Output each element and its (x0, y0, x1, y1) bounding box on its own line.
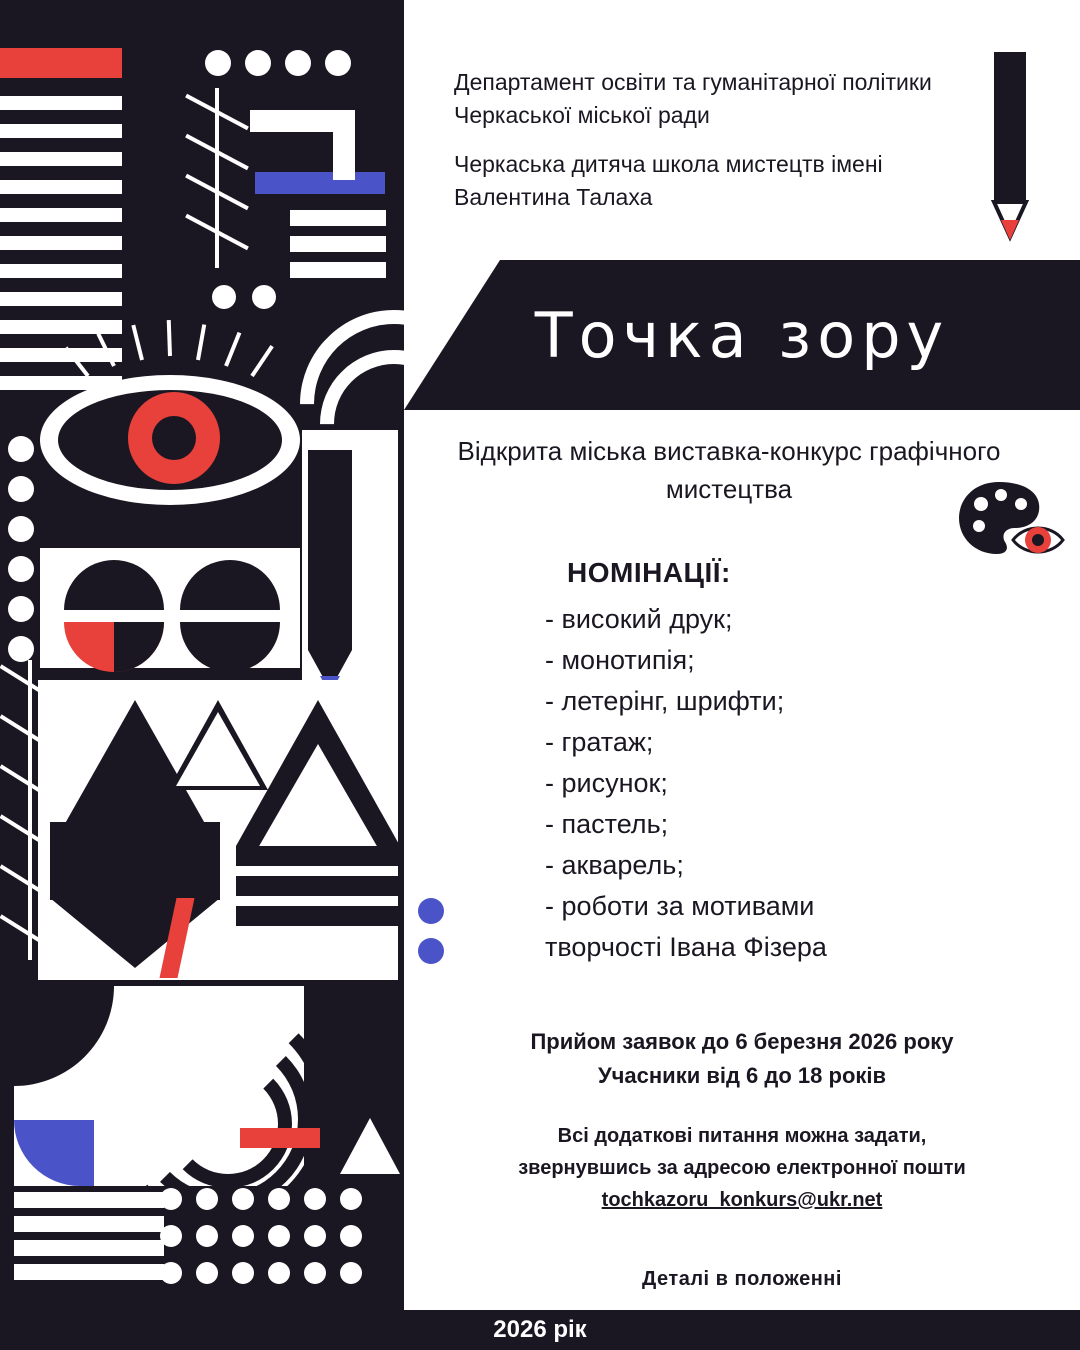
dot-shape (232, 1262, 254, 1284)
dot-shape (8, 596, 34, 622)
contact-block (404, 1120, 1080, 1216)
block-shape (236, 846, 400, 866)
list-item: - летерінг, шрифти; (545, 686, 785, 716)
dot-shape (8, 516, 34, 542)
dot-shape (8, 636, 34, 662)
stripe-shape (14, 1192, 164, 1208)
block-shape (290, 236, 386, 252)
dot-shape (268, 1225, 290, 1247)
red-bar-shape (0, 48, 122, 78)
deadline-line-1: Прийом заявок до 6 березня 2026 року (530, 1029, 954, 1054)
footer-year: 2026 рік (493, 1316, 587, 1343)
list-item: - акварель; (545, 850, 684, 880)
arc-shape (164, 1060, 292, 1188)
list-item: - пастель; (545, 809, 669, 839)
nominations-list (545, 552, 1015, 968)
contact-email-link[interactable]: tochkazoru_konkurs@ukr.net (601, 1189, 883, 1211)
pencil-icon (308, 450, 352, 650)
dot-shape (245, 50, 271, 76)
pencil-icon (974, 52, 1044, 252)
red-bar-shape (240, 1128, 320, 1148)
stripe-shape (14, 1240, 164, 1256)
block-shape (290, 210, 386, 226)
dot-shape (304, 1188, 326, 1210)
dot-shape (325, 50, 351, 76)
dot-shape (232, 1188, 254, 1210)
deadline-block (404, 1025, 1080, 1093)
dot-shape (196, 1225, 218, 1247)
dot-shape (418, 898, 444, 924)
list-item: - рисунок; (545, 768, 668, 798)
dot-shape (196, 1262, 218, 1284)
stripe-shape (0, 180, 122, 194)
nominations-heading: НОМІНАЦІЇ: (567, 557, 731, 588)
contact-line-2: звернувшись за адресою електронної пошти (518, 1157, 966, 1179)
contact-line-1: Всі додаткові питання можна задати, (557, 1125, 927, 1147)
blue-bar-shape (255, 172, 385, 194)
dot-shape (340, 1262, 362, 1284)
block-shape (333, 110, 355, 180)
page-title (404, 260, 1080, 410)
stripe-shape (0, 152, 122, 166)
feather-shape (182, 88, 252, 268)
list-item: - високий друк; (545, 604, 733, 634)
details-note: Деталі в положенні (642, 1268, 842, 1290)
stripe-shape (0, 96, 122, 110)
block-shape (50, 822, 220, 900)
dot-shape (304, 1225, 326, 1247)
list-item: - роботи за мотивами (545, 891, 815, 921)
block-shape (290, 262, 386, 278)
header-box (404, 30, 1080, 260)
page-title-text: Точка зору (534, 298, 950, 372)
stripe-shape (14, 1216, 164, 1232)
organizer-line-1: Департамент освіти та гуманітарної політики Черкаської міської ради (454, 69, 932, 128)
stripe-shape (0, 264, 122, 278)
footer-bar (0, 1310, 1080, 1350)
stripe-shape (0, 208, 122, 222)
triangle-shape (50, 898, 220, 968)
eye-icon (40, 330, 300, 550)
block-shape (236, 876, 400, 896)
dot-shape (205, 50, 231, 76)
dot-shape (340, 1225, 362, 1247)
organizer-line-2: Черкаська дитяча школа мистецтв імені Валентина Талаха (454, 151, 883, 210)
dot-shape (8, 476, 34, 502)
stripe-shape (0, 236, 122, 250)
dot-shape (304, 1262, 326, 1284)
dot-shape (232, 1225, 254, 1247)
decorative-art-panel (0, 0, 404, 1310)
stripe-shape (0, 292, 122, 306)
stripe-shape (14, 1264, 164, 1280)
dot-shape (212, 285, 236, 309)
dot-shape (252, 285, 276, 309)
list-item: творчості Івана Фізера (545, 932, 827, 962)
organizer-text (454, 66, 974, 230)
stripe-shape (0, 124, 122, 138)
dot-shape (268, 1262, 290, 1284)
list-item: - монотипія; (545, 645, 695, 675)
dot-shape (8, 556, 34, 582)
dot-shape (160, 1188, 182, 1210)
dot-shape (418, 938, 444, 964)
dot-shape (160, 1225, 182, 1247)
list-item: - гратаж; (545, 727, 654, 757)
dot-shape (160, 1262, 182, 1284)
triangle-shape (258, 744, 378, 848)
dot-shape (196, 1188, 218, 1210)
dot-shape (268, 1188, 290, 1210)
triangle-shape (340, 1118, 400, 1174)
dot-shape (340, 1188, 362, 1210)
deadline-line-2: Учасники від 6 до 18 років (597, 1063, 887, 1088)
block-shape (236, 906, 400, 926)
dot-shape (285, 50, 311, 76)
subtitle: Відкрита міська виставка-конкурс графічного мистецтва (457, 436, 1001, 504)
dot-shape (8, 436, 34, 462)
